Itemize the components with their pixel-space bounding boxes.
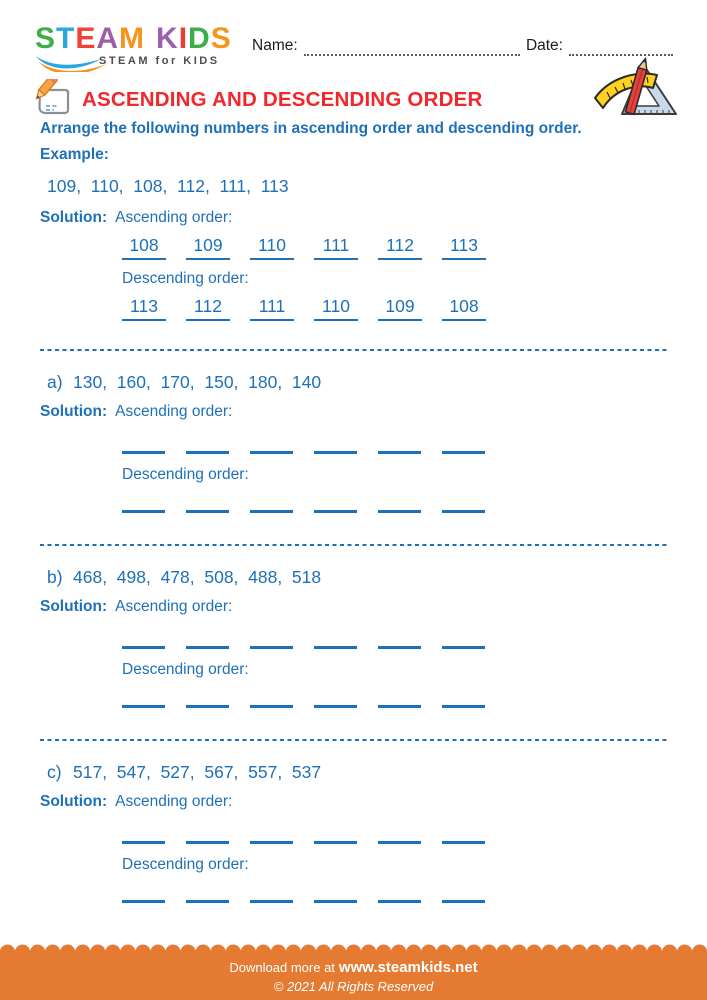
- descending-label: Descending order:: [122, 661, 249, 678]
- problem-a: [40, 372, 667, 513]
- ascending-label: Ascending order:: [115, 598, 233, 615]
- logo-letter: T: [56, 22, 76, 55]
- ascending-blanks: [122, 646, 667, 649]
- logo-tagline: STEAM for KIDS: [99, 55, 220, 67]
- solution-row: [40, 793, 667, 811]
- logo-letter: D: [188, 22, 211, 55]
- answer-blank: [250, 451, 293, 454]
- answer-blank: [314, 451, 357, 454]
- ascending-blanks: [122, 841, 667, 844]
- problem-label: a): [47, 372, 63, 392]
- answer-blank: [250, 900, 293, 903]
- ascending-blanks: [122, 451, 667, 454]
- answer-blank: [314, 646, 357, 649]
- copyright-text: © 2021 All Rights Reserved: [273, 979, 434, 994]
- answer-blank: [314, 841, 357, 844]
- logo-letter: M: [119, 22, 146, 55]
- ruler-setsquare-icon: [593, 56, 681, 122]
- problem-number-list: 517, 547, 527, 567, 557, 537: [73, 762, 322, 782]
- solution-label: Solution:: [40, 598, 108, 615]
- footer-banner: [0, 952, 707, 1000]
- answer-value: 112: [186, 296, 230, 321]
- solution-row: [40, 209, 667, 227]
- answer-blank: [186, 705, 229, 708]
- answer-value: 113: [442, 235, 486, 260]
- answer-blank: [314, 510, 357, 513]
- logo-letter: A: [96, 22, 120, 55]
- name-blank-line: [304, 39, 520, 56]
- logo-wordmark: [35, 24, 250, 54]
- answer-value: 111: [314, 235, 358, 260]
- answer-blank: [122, 510, 165, 513]
- problem-number-list: 468, 498, 478, 508, 488, 518: [73, 567, 322, 587]
- ascending-label: Ascending order:: [115, 209, 233, 226]
- answer-blank: [186, 510, 229, 513]
- footer: [0, 944, 707, 1000]
- example-descending-answers: [122, 296, 667, 321]
- ascending-label: Ascending order:: [115, 403, 233, 420]
- descending-blanks: [122, 510, 667, 513]
- answer-blank: [378, 646, 421, 649]
- logo-letter: S: [35, 22, 57, 55]
- download-prefix: Download more at: [229, 960, 335, 975]
- footer-download-line: [0, 959, 707, 976]
- notepad-pencil-icon: [31, 79, 75, 121]
- answer-blank: [122, 451, 165, 454]
- logo-letter: I: [178, 22, 189, 55]
- answer-blank: [122, 900, 165, 903]
- solution-label: Solution:: [40, 793, 108, 810]
- name-date-row: [252, 36, 673, 56]
- answer-value: 108: [442, 296, 486, 321]
- answer-blank: [186, 451, 229, 454]
- answer-blank: [378, 510, 421, 513]
- solution-label: Solution:: [40, 209, 108, 226]
- answer-blank: [378, 451, 421, 454]
- solution-row: [40, 598, 667, 616]
- answer-blank: [442, 510, 485, 513]
- answer-value: 113: [122, 296, 166, 321]
- dashed-separator: [40, 739, 667, 741]
- answer-blank: [314, 900, 357, 903]
- answer-blank: [378, 900, 421, 903]
- answer-value: 112: [378, 235, 422, 260]
- answer-blank: [250, 841, 293, 844]
- descending-blanks: [122, 900, 667, 903]
- logo-letter: K: [156, 22, 179, 55]
- problem-label: c): [47, 762, 62, 782]
- answer-blank: [378, 705, 421, 708]
- descending-blanks: [122, 705, 667, 708]
- answer-blank: [250, 510, 293, 513]
- title-row: [31, 79, 482, 121]
- problem-b: [40, 567, 667, 708]
- answer-value: 108: [122, 235, 166, 260]
- example-ascending-answers: [122, 235, 667, 260]
- name-label: Name:: [252, 37, 298, 54]
- problem-label: b): [47, 567, 63, 587]
- solution-label: Solution:: [40, 403, 108, 420]
- answer-blank: [442, 900, 485, 903]
- example-section: [40, 176, 667, 321]
- answer-blank: [122, 646, 165, 649]
- ascending-label: Ascending order:: [115, 793, 233, 810]
- answer-blank: [378, 841, 421, 844]
- answer-blank: [442, 841, 485, 844]
- problem-numbers: [40, 762, 667, 783]
- answer-blank: [442, 451, 485, 454]
- answer-value: 109: [186, 235, 230, 260]
- answer-blank: [250, 705, 293, 708]
- steam-kids-logo: [35, 24, 250, 72]
- footer-scallop-edge: [0, 944, 707, 952]
- logo-subline: [35, 52, 250, 72]
- page-title: ASCENDING AND DESCENDING ORDER: [82, 88, 483, 111]
- date-blank-line: [569, 39, 673, 56]
- instruction-text: Arrange the following numbers in ascending order and descending order.: [40, 120, 582, 137]
- answer-blank: [250, 646, 293, 649]
- descending-label: Descending order:: [122, 856, 249, 873]
- solution-row: [40, 403, 667, 421]
- answer-blank: [442, 646, 485, 649]
- dashed-separator: [40, 349, 667, 351]
- answer-value: 111: [250, 296, 294, 321]
- problem-numbers: [40, 567, 667, 588]
- answer-blank: [122, 841, 165, 844]
- descending-label: Descending order:: [122, 270, 249, 287]
- answer-blank: [122, 705, 165, 708]
- problem-numbers: [40, 372, 667, 393]
- answer-value: 109: [378, 296, 422, 321]
- problem-c: [40, 762, 667, 903]
- date-label: Date:: [525, 37, 563, 54]
- answer-blank: [186, 900, 229, 903]
- descending-label: Descending order:: [122, 466, 249, 483]
- logo-letter: S: [210, 22, 232, 55]
- logo-swoosh-icon: [35, 54, 107, 72]
- logo-word-gap: [145, 24, 156, 54]
- answer-blank: [186, 841, 229, 844]
- example-numbers: 109, 110, 108, 112, 111, 113: [47, 176, 289, 196]
- answer-value: 110: [314, 296, 358, 321]
- problem-number-list: 130, 160, 170, 150, 180, 140: [73, 372, 322, 392]
- dashed-separator: [40, 544, 667, 546]
- logo-letter: E: [75, 22, 97, 55]
- website-url[interactable]: www.steamkids.net: [338, 959, 478, 976]
- answer-blank: [314, 705, 357, 708]
- answer-value: 110: [250, 235, 294, 260]
- example-label: Example:: [40, 146, 109, 163]
- answer-blank: [186, 646, 229, 649]
- answer-blank: [442, 705, 485, 708]
